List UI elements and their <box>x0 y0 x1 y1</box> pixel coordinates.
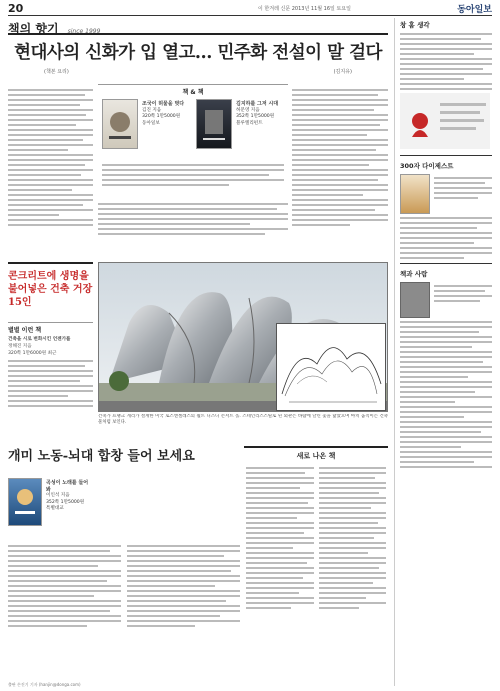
digest-title: 300자 다이제스트 <box>400 162 454 170</box>
photo-caption: 건축가 프랭크 게리가 설계한 미국 로스앤젤레스의 월트 디즈니 콘서트 홀. 스테인리스스틸로 된 외관은 바람에 날린 돛을 닮았으며 마치 움직이는 건축물처럼 보인다. <box>98 414 388 425</box>
book-author-2: 허문영 지음 <box>236 107 260 113</box>
book-title-2: 김지하를 그저 시대 <box>236 101 279 107</box>
page-number: 20 <box>8 2 24 15</box>
sidebar-title: 창 홈 생각 <box>400 21 430 29</box>
promo-box <box>8 262 93 317</box>
book-box <box>98 84 288 202</box>
lower-book-cover <box>8 478 42 526</box>
book-cover-2 <box>196 99 232 149</box>
book-box-text <box>102 161 284 189</box>
headline-title: 현대사의 신화가 입 열고… 민주화 전설이 말 걸다 <box>14 43 382 63</box>
best-book-title: 건축을 시로 변화시킨 언젠가를 <box>8 337 71 342</box>
people-photo <box>400 282 430 318</box>
sidebar-box-people <box>400 263 492 468</box>
sidebar-text <box>400 33 492 93</box>
book-cover-1 <box>102 99 138 149</box>
architect-sketch <box>276 323 386 411</box>
best-book-author: 정해진 지음 <box>8 344 32 349</box>
book-item-1 <box>102 99 192 159</box>
article-column-1 <box>8 86 93 256</box>
book-info-2 <box>236 101 278 127</box>
lower-book-info <box>46 480 90 513</box>
best-list-title: 별별 이런 책 <box>8 327 42 334</box>
section-since: since 1999 <box>67 28 101 35</box>
best-book-pub: 320쪽 1만6000원 최근 <box>8 351 57 356</box>
headline-bylines <box>8 68 388 75</box>
lower-headline <box>8 446 240 476</box>
book-house-2: 블루엘리펀트 <box>236 120 263 126</box>
promo-title: 콘크리트에 생명을 불어넣은 건축 거장 15인 <box>8 271 93 308</box>
people-item <box>400 282 492 318</box>
sidebar <box>394 18 492 686</box>
book-box-label: 책 & 책 <box>182 89 204 96</box>
article-column-right <box>292 86 388 256</box>
lower-book-house: 특별대교 <box>46 506 64 511</box>
sidebar-box-digest <box>400 155 492 259</box>
article-column-mid <box>98 200 288 257</box>
digest-cover <box>400 174 430 214</box>
lower-book-pub: 352쪽 1만5000원 <box>46 499 85 505</box>
footer-note: 출판 손진기 기자 (hanjin@donga.com) <box>8 682 81 687</box>
section-name: 책의 향기 <box>8 22 59 36</box>
book-title-1: 조국이 허물을 벗다 <box>142 101 185 107</box>
new-books <box>244 446 388 686</box>
best-list <box>8 322 93 442</box>
right-byline: (김지유) <box>333 69 352 75</box>
issue-meta: 이 한겨레 신문 2013년 11월 16일 토요일 <box>258 6 351 12</box>
lower-headline-title: 개미 노동-뇌대 합창 들어 보세요 <box>8 449 195 464</box>
lower-book <box>8 478 90 538</box>
new-books-label: 새로 나온 책 <box>296 452 336 460</box>
paper-name: 동아일보 <box>457 5 492 15</box>
book-pub-2: 352쪽 1만5000원 <box>236 114 275 119</box>
book-pub-1: 320쪽 1만5000원 <box>142 114 181 119</box>
book-house-1: 동아일보 <box>142 120 160 126</box>
lower-article-text <box>8 542 240 678</box>
book-info-1 <box>142 101 184 127</box>
book-item-2 <box>196 99 286 159</box>
left-byline: (책본 요리) <box>44 69 69 75</box>
sidebar-portrait <box>400 93 492 151</box>
main-headline <box>8 38 388 82</box>
sketch-drawing <box>277 324 386 411</box>
digest-item <box>400 174 492 214</box>
people-title: 책과 사람 <box>400 270 428 278</box>
lower-book-title: 곡성이 노래를 들어봐 <box>46 480 89 493</box>
lower-book-author: 이인석 지음 <box>46 493 70 498</box>
portrait-image <box>400 93 490 149</box>
section-title <box>8 18 388 35</box>
book-author-1: 김진 지음 <box>142 107 162 113</box>
page-header <box>8 2 492 16</box>
